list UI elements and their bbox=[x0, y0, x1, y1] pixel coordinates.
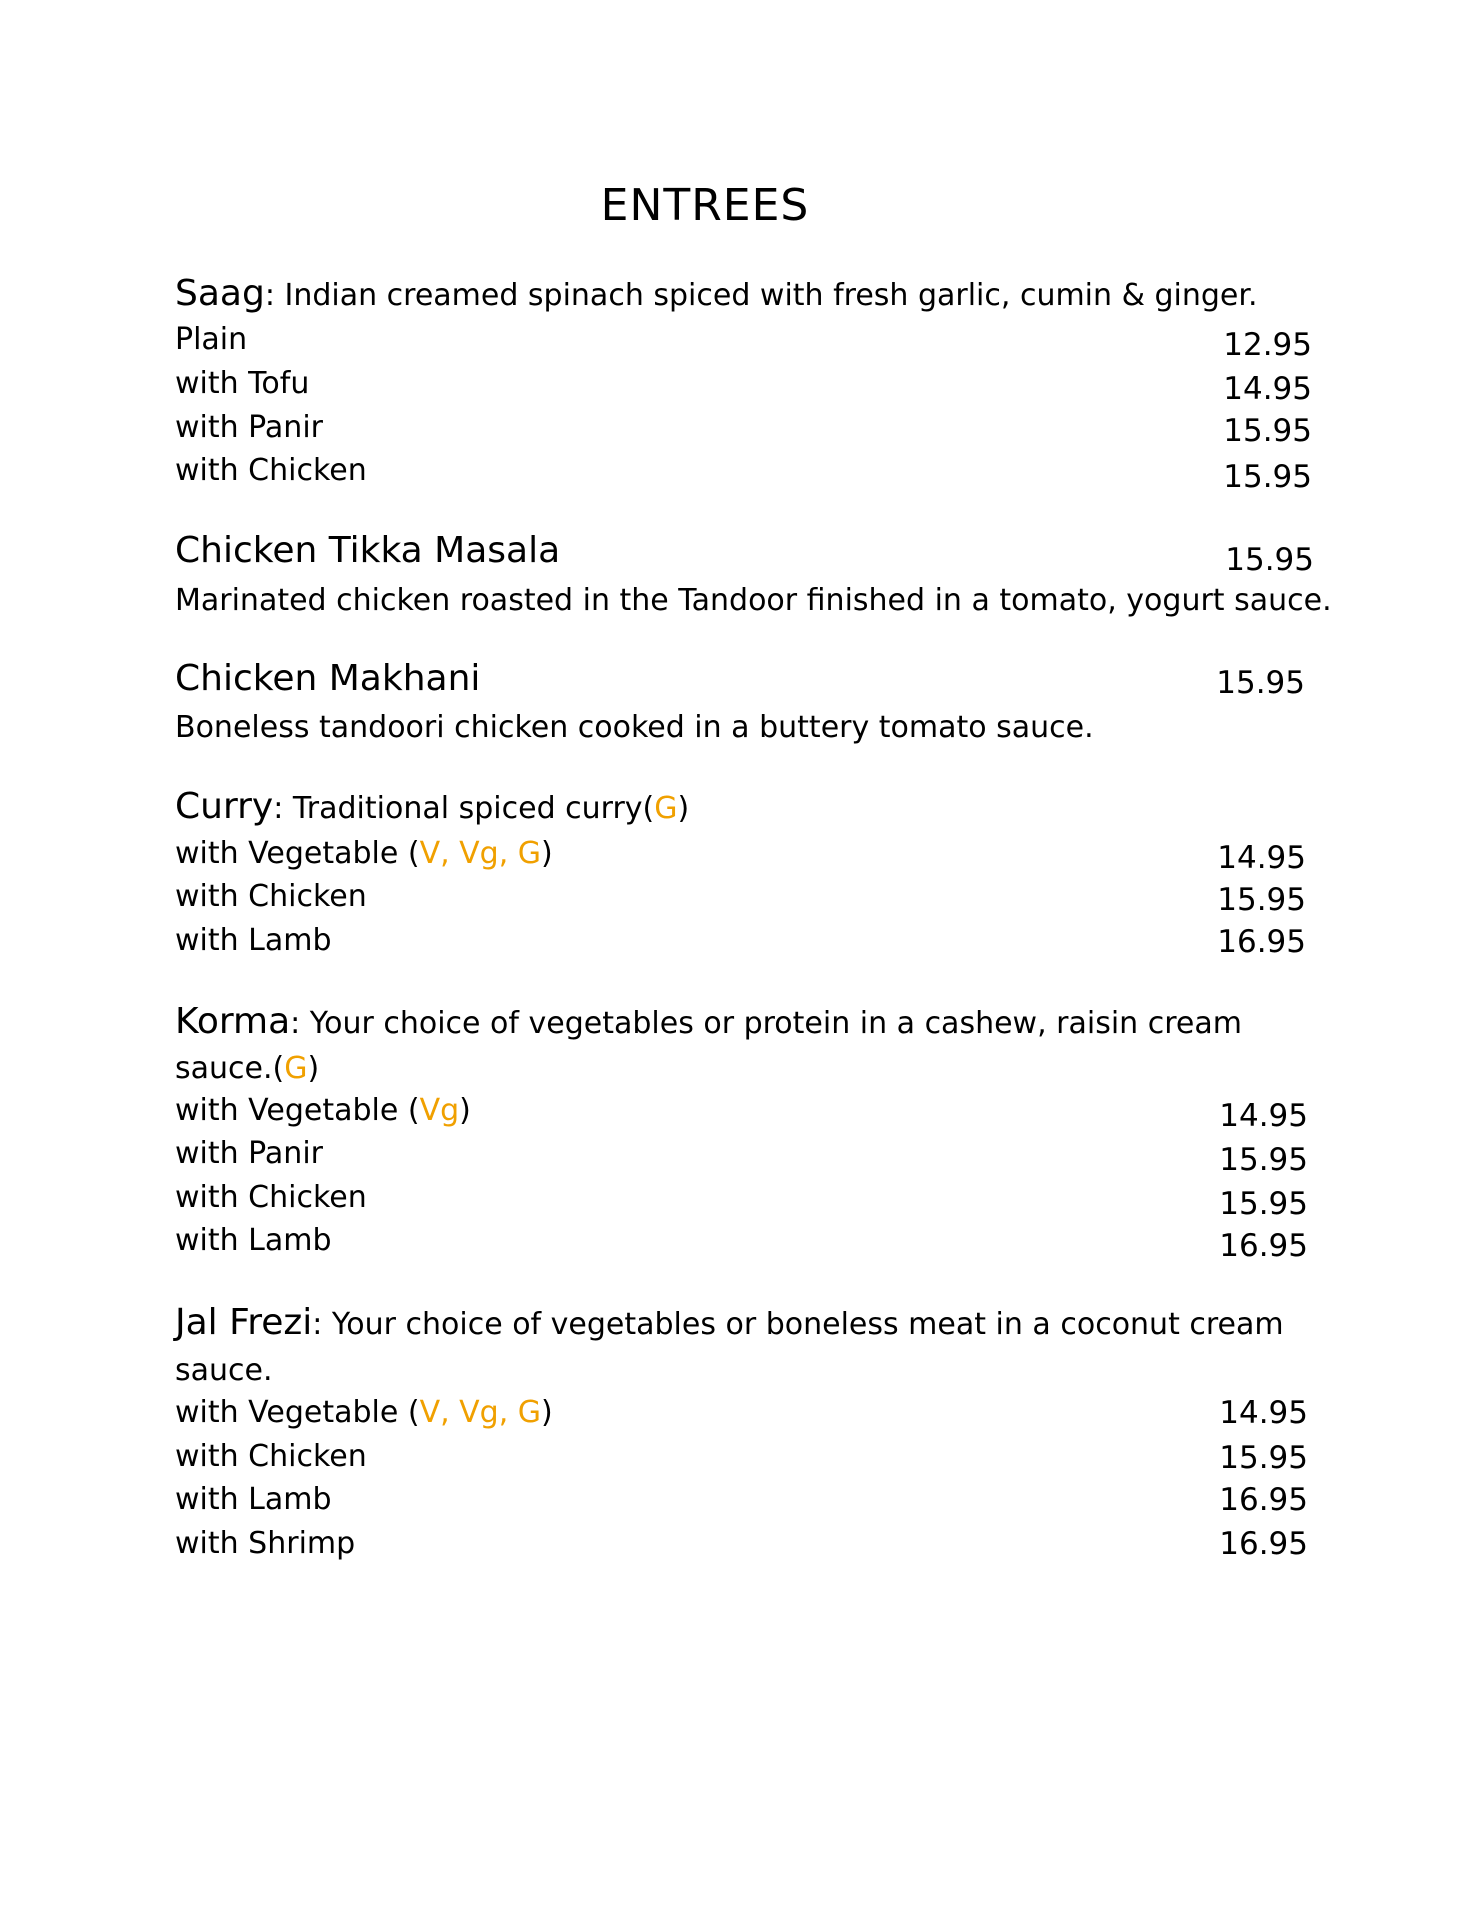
dish-description: : Traditional spiced curry( bbox=[273, 791, 655, 826]
option-price: 16.95 bbox=[1219, 1228, 1308, 1264]
option-price: 15.95 bbox=[1219, 1440, 1308, 1476]
dish-name: Chicken Makhani bbox=[175, 658, 481, 699]
option-price: 14.95 bbox=[1219, 1098, 1308, 1134]
dish-description: : Indian creamed spinach spiced with fresh garlic, cumin & ginger. bbox=[264, 278, 1258, 313]
option-price: 12.95 bbox=[1223, 327, 1312, 363]
option-label: with Vegetable ( bbox=[175, 836, 420, 871]
option-price: 15.95 bbox=[1219, 1142, 1308, 1178]
korma-option-vegetable bbox=[175, 1093, 471, 1128]
option-label: with Vegetable ( bbox=[175, 1395, 420, 1430]
option-label-end: ) bbox=[541, 1395, 553, 1430]
option-label: with Lamb bbox=[175, 923, 332, 958]
tikka-heading bbox=[175, 530, 561, 571]
option-label: with Shrimp bbox=[175, 1526, 356, 1561]
curry-heading bbox=[175, 786, 690, 827]
option-label: with Panir bbox=[175, 1136, 323, 1171]
dish-name: Curry bbox=[175, 786, 274, 827]
dish-name: Chicken Tikka Masala bbox=[175, 530, 561, 571]
option-label: Plain bbox=[175, 322, 248, 357]
dietary-tag: G bbox=[284, 1051, 308, 1086]
option-price: 15.95 bbox=[1223, 413, 1312, 449]
dish-name: Saag bbox=[175, 273, 265, 314]
option-label: with Chicken bbox=[175, 1439, 367, 1474]
option-label: with Chicken bbox=[175, 453, 367, 488]
option-price: 16.95 bbox=[1217, 924, 1306, 960]
option-label-end: ) bbox=[459, 1093, 471, 1128]
page-title: ENTREES bbox=[600, 180, 810, 231]
option-label: with Vegetable ( bbox=[175, 1093, 420, 1128]
dish-name: Jal Frezi bbox=[175, 1302, 313, 1343]
dietary-tag: V, Vg, G bbox=[419, 1395, 542, 1430]
option-price: 14.95 bbox=[1223, 371, 1312, 407]
dish-description: : Your choice of vegetables or boneless meat in a coconut cream bbox=[312, 1307, 1284, 1342]
korma-description-line2 bbox=[175, 1051, 320, 1086]
option-label: with Lamb bbox=[175, 1482, 332, 1517]
dietary-tag: Vg bbox=[419, 1093, 460, 1128]
korma-heading bbox=[175, 1001, 1242, 1042]
option-price: 16.95 bbox=[1219, 1482, 1308, 1518]
option-price: 14.95 bbox=[1219, 1395, 1308, 1431]
option-price: 16.95 bbox=[1219, 1526, 1308, 1562]
dish-description: Marinated chicken roasted in the Tandoor finished in a tomato, yogurt sauce. bbox=[175, 583, 1332, 618]
dish-description-end: ) bbox=[677, 791, 690, 826]
option-price: 14.95 bbox=[1217, 840, 1306, 876]
dish-price: 15.95 bbox=[1216, 665, 1305, 701]
dietary-tag: V, Vg, G bbox=[419, 836, 542, 871]
makhani-heading bbox=[175, 658, 481, 699]
option-price: 15.95 bbox=[1219, 1186, 1308, 1222]
option-label: with Chicken bbox=[175, 1180, 367, 1215]
option-label: with Tofu bbox=[175, 366, 310, 401]
jalfrezi-heading bbox=[175, 1302, 1284, 1343]
dish-description: sauce. bbox=[175, 1353, 273, 1388]
jalfrezi-option-vegetable bbox=[175, 1395, 553, 1430]
dish-price: 15.95 bbox=[1225, 542, 1314, 578]
dietary-tag: G bbox=[654, 791, 678, 826]
dish-description: Boneless tandoori chicken cooked in a buttery tomato sauce. bbox=[175, 710, 1094, 745]
option-price: 15.95 bbox=[1223, 459, 1312, 495]
saag-heading bbox=[175, 273, 1258, 314]
option-price: 15.95 bbox=[1217, 882, 1306, 918]
option-label: with Chicken bbox=[175, 879, 367, 914]
curry-option-vegetable bbox=[175, 836, 553, 871]
option-label-end: ) bbox=[541, 836, 553, 871]
dish-description-end: ) bbox=[307, 1051, 320, 1086]
dish-name: Korma bbox=[175, 1001, 291, 1042]
dish-description: sauce.( bbox=[175, 1051, 285, 1086]
option-label: with Panir bbox=[175, 410, 323, 445]
option-label: with Lamb bbox=[175, 1223, 332, 1258]
dish-description: : Your choice of vegetables or protein in a cashew, raisin cream bbox=[290, 1006, 1242, 1041]
